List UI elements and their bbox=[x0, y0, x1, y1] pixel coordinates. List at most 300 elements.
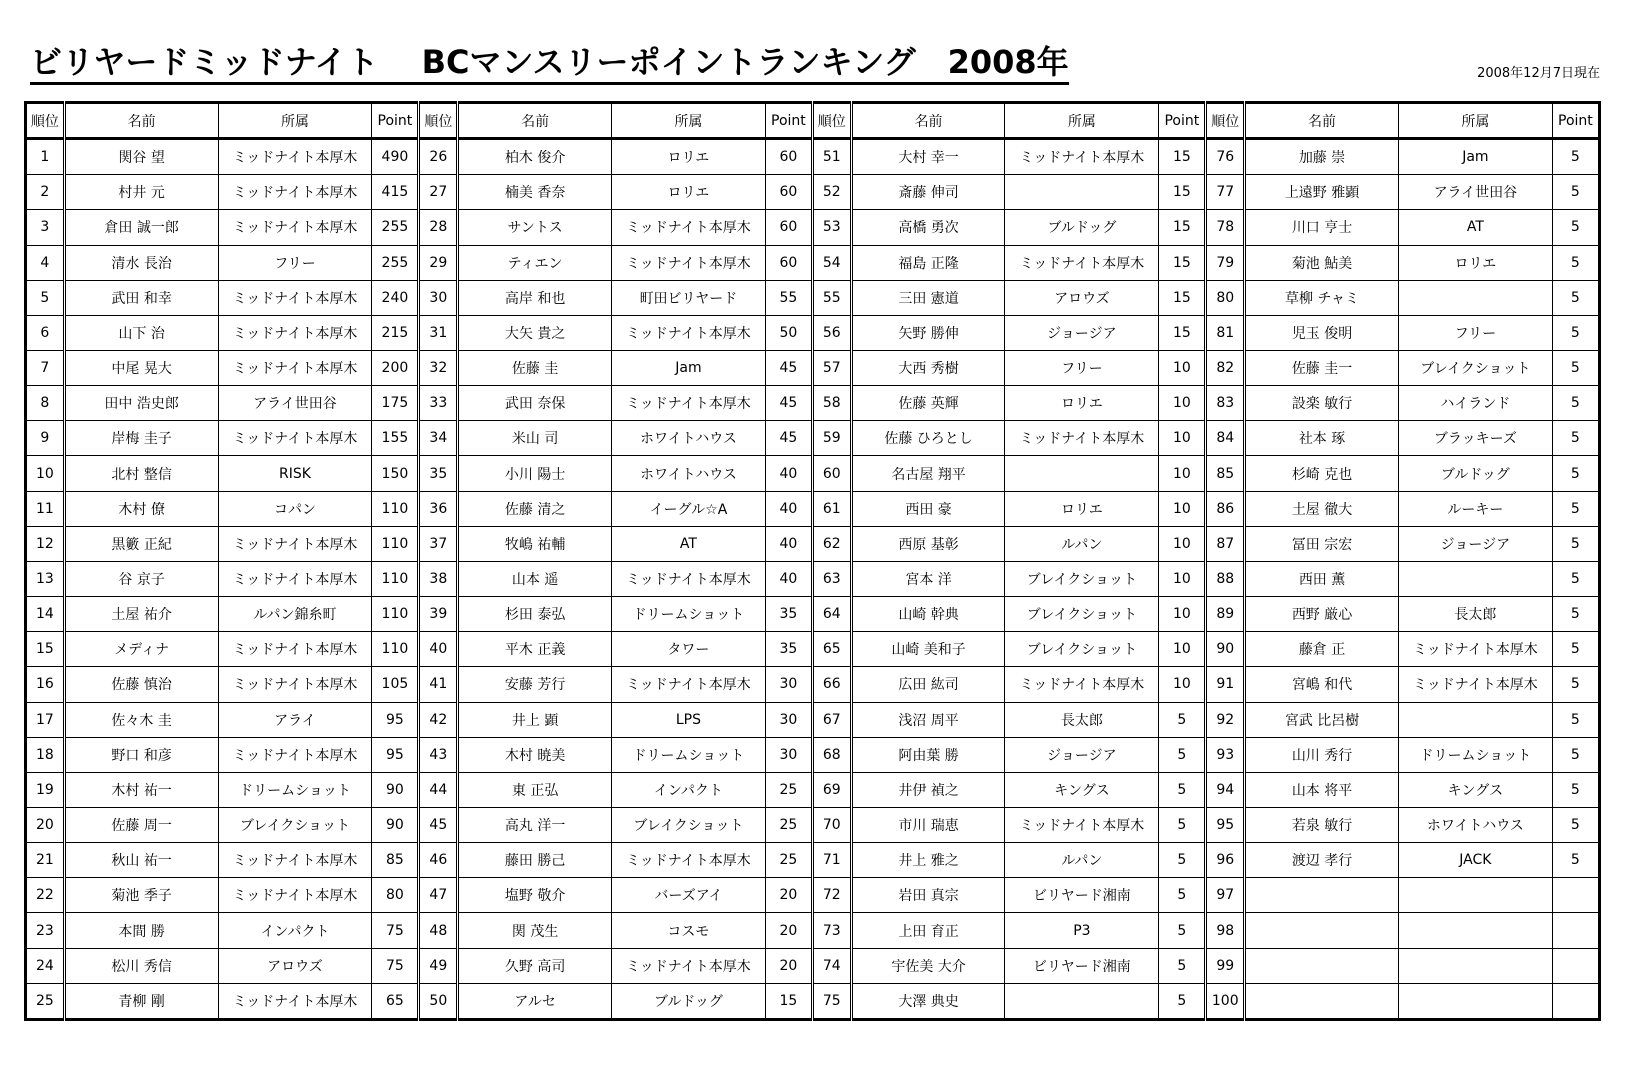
rank-cell: 34 bbox=[419, 421, 458, 456]
affiliation-cell: ミッドナイト本厚木 bbox=[612, 386, 766, 421]
name-cell: サントス bbox=[458, 210, 612, 245]
affiliation-cell: フリー bbox=[1398, 315, 1552, 350]
affiliation-cell: ルーキー bbox=[1398, 491, 1552, 526]
name-cell: 木村 祐一 bbox=[64, 772, 218, 807]
rank-cell: 90 bbox=[1206, 632, 1245, 667]
rank-cell: 49 bbox=[419, 948, 458, 983]
name-cell: 松川 秀信 bbox=[64, 948, 218, 983]
page-title: ビリヤードミッドナイト BCマンスリーポイントランキング 2008年 bbox=[30, 42, 1069, 85]
point-cell: 45 bbox=[765, 350, 812, 385]
rank-cell: 3 bbox=[26, 210, 65, 245]
point-cell: 5 bbox=[1552, 315, 1599, 350]
rank-cell: 60 bbox=[812, 456, 851, 491]
name-cell: 高岸 和也 bbox=[458, 280, 612, 315]
rank-cell: 81 bbox=[1206, 315, 1245, 350]
table-row bbox=[26, 386, 1600, 421]
name-cell: 山本 遥 bbox=[458, 561, 612, 596]
point-cell: 150 bbox=[372, 456, 419, 491]
name-cell: 井上 顕 bbox=[458, 702, 612, 737]
name-cell: 宮武 比呂樹 bbox=[1245, 702, 1399, 737]
affiliation-cell: コスモ bbox=[612, 913, 766, 948]
rank-cell: 40 bbox=[419, 632, 458, 667]
name-cell: 三田 憲道 bbox=[851, 280, 1005, 315]
point-cell: 5 bbox=[1552, 280, 1599, 315]
affiliation-cell: キングス bbox=[1005, 772, 1159, 807]
name-cell: 秋山 祐一 bbox=[64, 843, 218, 878]
rank-cell: 77 bbox=[1206, 175, 1245, 210]
name-cell: 矢野 勝伸 bbox=[851, 315, 1005, 350]
affiliation-cell: ミッドナイト本厚木 bbox=[218, 175, 372, 210]
name-cell: 井伊 禎之 bbox=[851, 772, 1005, 807]
name-cell: 佐藤 清之 bbox=[458, 491, 612, 526]
rank-cell: 54 bbox=[812, 245, 851, 280]
rank-cell: 85 bbox=[1206, 456, 1245, 491]
rank-cell: 26 bbox=[419, 139, 458, 175]
affiliation-cell: ミッドナイト本厚木 bbox=[1005, 808, 1159, 843]
affiliation-cell: ミッドナイト本厚木 bbox=[612, 245, 766, 280]
name-cell: 佐藤 英輝 bbox=[851, 386, 1005, 421]
rank-cell: 21 bbox=[26, 843, 65, 878]
name-cell: 市川 瑞恵 bbox=[851, 808, 1005, 843]
table-row bbox=[26, 597, 1600, 632]
point-cell: 60 bbox=[765, 139, 812, 175]
name-cell: 杉田 泰弘 bbox=[458, 597, 612, 632]
point-cell: 15 bbox=[1159, 245, 1206, 280]
point-cell: 215 bbox=[372, 315, 419, 350]
point-cell: 20 bbox=[765, 878, 812, 913]
rank-cell: 17 bbox=[26, 702, 65, 737]
affiliation-header: 所属 bbox=[1005, 103, 1159, 139]
affiliation-cell: アロウズ bbox=[218, 948, 372, 983]
point-cell: 30 bbox=[765, 702, 812, 737]
affiliation-cell: LPS bbox=[612, 702, 766, 737]
name-cell: 山本 将平 bbox=[1245, 772, 1399, 807]
point-cell: 200 bbox=[372, 350, 419, 385]
rank-cell: 12 bbox=[26, 526, 65, 561]
point-cell: 60 bbox=[765, 210, 812, 245]
point-cell: 5 bbox=[1552, 491, 1599, 526]
rank-cell: 15 bbox=[26, 632, 65, 667]
point-header: Point bbox=[372, 103, 419, 139]
name-cell: 関 茂生 bbox=[458, 913, 612, 948]
affiliation-cell: ミッドナイト本厚木 bbox=[218, 561, 372, 596]
point-cell: 45 bbox=[765, 421, 812, 456]
point-cell: 90 bbox=[372, 772, 419, 807]
point-cell: 20 bbox=[765, 948, 812, 983]
point-cell: 25 bbox=[765, 843, 812, 878]
rank-cell: 89 bbox=[1206, 597, 1245, 632]
point-cell: 5 bbox=[1552, 808, 1599, 843]
affiliation-cell: ロリエ bbox=[1005, 386, 1159, 421]
rank-cell: 75 bbox=[812, 983, 851, 1019]
name-cell: 東 正弘 bbox=[458, 772, 612, 807]
rank-cell: 33 bbox=[419, 386, 458, 421]
rank-cell: 64 bbox=[812, 597, 851, 632]
name-cell: 本間 勝 bbox=[64, 913, 218, 948]
rank-cell: 19 bbox=[26, 772, 65, 807]
affiliation-cell bbox=[1005, 456, 1159, 491]
table-row bbox=[26, 878, 1600, 913]
table-row bbox=[26, 561, 1600, 596]
point-cell: 5 bbox=[1552, 843, 1599, 878]
rank-cell: 53 bbox=[812, 210, 851, 245]
name-cell: 西原 基彰 bbox=[851, 526, 1005, 561]
point-cell: 5 bbox=[1552, 386, 1599, 421]
name-cell: 若泉 敏行 bbox=[1245, 808, 1399, 843]
name-cell: 野口 和彦 bbox=[64, 737, 218, 772]
point-cell: 15 bbox=[1159, 315, 1206, 350]
point-cell: 15 bbox=[1159, 280, 1206, 315]
rank-cell: 24 bbox=[26, 948, 65, 983]
name-cell: 草柳 チャミ bbox=[1245, 280, 1399, 315]
affiliation-cell: ドリームショット bbox=[612, 737, 766, 772]
point-cell: 5 bbox=[1552, 350, 1599, 385]
affiliation-cell: イーグル☆A bbox=[612, 491, 766, 526]
point-cell: 15 bbox=[765, 983, 812, 1019]
affiliation-cell: タワー bbox=[612, 632, 766, 667]
name-cell: 佐藤 圭一 bbox=[1245, 350, 1399, 385]
point-cell: 55 bbox=[765, 280, 812, 315]
point-cell: 490 bbox=[372, 139, 419, 175]
rank-cell: 13 bbox=[26, 561, 65, 596]
name-cell: 岸梅 圭子 bbox=[64, 421, 218, 456]
rank-cell: 41 bbox=[419, 667, 458, 702]
point-cell: 110 bbox=[372, 491, 419, 526]
point-cell: 10 bbox=[1159, 421, 1206, 456]
as-of-date: 2008年12月7日現在 bbox=[1477, 66, 1600, 81]
name-cell: ティエン bbox=[458, 245, 612, 280]
rank-cell: 99 bbox=[1206, 948, 1245, 983]
affiliation-cell: P3 bbox=[1005, 913, 1159, 948]
point-cell: 5 bbox=[1552, 175, 1599, 210]
rank-cell: 51 bbox=[812, 139, 851, 175]
rank-cell: 2 bbox=[26, 175, 65, 210]
point-cell: 10 bbox=[1159, 491, 1206, 526]
point-cell: 110 bbox=[372, 526, 419, 561]
rank-header: 順位 bbox=[419, 103, 458, 139]
rank-cell: 16 bbox=[26, 667, 65, 702]
rank-cell: 10 bbox=[26, 456, 65, 491]
point-cell: 15 bbox=[1159, 139, 1206, 175]
affiliation-cell: ビリヤード湘南 bbox=[1005, 948, 1159, 983]
table-row bbox=[26, 983, 1600, 1019]
rank-cell: 59 bbox=[812, 421, 851, 456]
header-row bbox=[26, 103, 1600, 139]
point-cell: 5 bbox=[1159, 808, 1206, 843]
name-cell: 西野 厳心 bbox=[1245, 597, 1399, 632]
name-cell: 牧嶋 祐輔 bbox=[458, 526, 612, 561]
affiliation-cell: Jam bbox=[612, 350, 766, 385]
point-cell: 10 bbox=[1159, 632, 1206, 667]
point-cell: 45 bbox=[765, 386, 812, 421]
name-cell: 土屋 祐介 bbox=[64, 597, 218, 632]
name-cell: 冨田 宗宏 bbox=[1245, 526, 1399, 561]
name-cell: 山崎 幹典 bbox=[851, 597, 1005, 632]
name-cell: 設楽 敏行 bbox=[1245, 386, 1399, 421]
name-cell: 広田 紘司 bbox=[851, 667, 1005, 702]
rank-header: 順位 bbox=[1206, 103, 1245, 139]
rank-cell: 20 bbox=[26, 808, 65, 843]
affiliation-cell: ブルドッグ bbox=[1005, 210, 1159, 245]
name-cell: 井上 雅之 bbox=[851, 843, 1005, 878]
name-cell: 岩田 真宗 bbox=[851, 878, 1005, 913]
rank-cell: 18 bbox=[26, 737, 65, 772]
name-cell: 宇佐美 大介 bbox=[851, 948, 1005, 983]
name-cell: 大矢 貴之 bbox=[458, 315, 612, 350]
rank-cell: 93 bbox=[1206, 737, 1245, 772]
affiliation-cell: ロリエ bbox=[1005, 491, 1159, 526]
table-row bbox=[26, 491, 1600, 526]
affiliation-cell: アライ bbox=[218, 702, 372, 737]
point-cell: 5 bbox=[1159, 702, 1206, 737]
point-cell: 80 bbox=[372, 878, 419, 913]
name-cell: 杉崎 克也 bbox=[1245, 456, 1399, 491]
affiliation-cell: アロウズ bbox=[1005, 280, 1159, 315]
table-row bbox=[26, 737, 1600, 772]
name-cell: 関谷 望 bbox=[64, 139, 218, 175]
rank-cell: 23 bbox=[26, 913, 65, 948]
point-header: Point bbox=[1552, 103, 1599, 139]
affiliation-cell: RISK bbox=[218, 456, 372, 491]
affiliation-cell: ロリエ bbox=[1398, 245, 1552, 280]
point-cell: 255 bbox=[372, 245, 419, 280]
point-cell: 25 bbox=[765, 772, 812, 807]
name-header: 名前 bbox=[458, 103, 612, 139]
point-cell: 5 bbox=[1159, 948, 1206, 983]
point-cell bbox=[1552, 913, 1599, 948]
point-cell: 75 bbox=[372, 948, 419, 983]
name-cell bbox=[1245, 913, 1399, 948]
point-cell bbox=[1552, 983, 1599, 1019]
affiliation-cell: バーズアイ bbox=[612, 878, 766, 913]
point-cell: 5 bbox=[1159, 983, 1206, 1019]
rank-cell: 7 bbox=[26, 350, 65, 385]
affiliation-cell bbox=[1398, 913, 1552, 948]
table-row bbox=[26, 913, 1600, 948]
point-cell: 5 bbox=[1552, 561, 1599, 596]
affiliation-cell: ビリヤード湘南 bbox=[1005, 878, 1159, 913]
affiliation-cell bbox=[1398, 280, 1552, 315]
affiliation-cell: ミッドナイト本厚木 bbox=[1398, 632, 1552, 667]
affiliation-cell: JACK bbox=[1398, 843, 1552, 878]
affiliation-header: 所属 bbox=[612, 103, 766, 139]
affiliation-cell: ミッドナイト本厚木 bbox=[1005, 245, 1159, 280]
affiliation-cell: フリー bbox=[1005, 350, 1159, 385]
name-cell: 佐藤 ひろとし bbox=[851, 421, 1005, 456]
rank-cell: 74 bbox=[812, 948, 851, 983]
point-cell: 40 bbox=[765, 456, 812, 491]
point-cell: 30 bbox=[765, 737, 812, 772]
name-cell: 斎藤 伸司 bbox=[851, 175, 1005, 210]
rank-cell: 36 bbox=[419, 491, 458, 526]
name-cell: 西田 豪 bbox=[851, 491, 1005, 526]
affiliation-cell: ミッドナイト本厚木 bbox=[218, 737, 372, 772]
affiliation-cell: アライ世田谷 bbox=[218, 386, 372, 421]
rank-cell: 50 bbox=[419, 983, 458, 1019]
affiliation-cell: ブラッキーズ bbox=[1398, 421, 1552, 456]
point-cell: 40 bbox=[765, 526, 812, 561]
name-cell: 山崎 美和子 bbox=[851, 632, 1005, 667]
affiliation-cell: ミッドナイト本厚木 bbox=[218, 421, 372, 456]
name-cell: 加藤 崇 bbox=[1245, 139, 1399, 175]
point-cell: 155 bbox=[372, 421, 419, 456]
name-cell: 高丸 洋一 bbox=[458, 808, 612, 843]
rank-cell: 84 bbox=[1206, 421, 1245, 456]
affiliation-cell: ルパン錦糸町 bbox=[218, 597, 372, 632]
affiliation-cell: ブレイクショット bbox=[1005, 561, 1159, 596]
affiliation-cell: ルパン bbox=[1005, 526, 1159, 561]
name-cell: 宮本 洋 bbox=[851, 561, 1005, 596]
table-row bbox=[26, 456, 1600, 491]
affiliation-cell: ミッドナイト本厚木 bbox=[612, 210, 766, 245]
affiliation-cell: ミッドナイト本厚木 bbox=[218, 983, 372, 1019]
rank-cell: 61 bbox=[812, 491, 851, 526]
affiliation-cell: ハイランド bbox=[1398, 386, 1552, 421]
affiliation-cell: ミッドナイト本厚木 bbox=[612, 315, 766, 350]
name-cell: 佐藤 圭 bbox=[458, 350, 612, 385]
point-cell: 5 bbox=[1159, 913, 1206, 948]
affiliation-cell: ミッドナイト本厚木 bbox=[612, 948, 766, 983]
point-cell: 90 bbox=[372, 808, 419, 843]
point-cell: 415 bbox=[372, 175, 419, 210]
rank-cell: 29 bbox=[419, 245, 458, 280]
name-cell: 安藤 芳行 bbox=[458, 667, 612, 702]
point-cell: 10 bbox=[1159, 350, 1206, 385]
affiliation-cell bbox=[1398, 948, 1552, 983]
name-cell: 佐々木 圭 bbox=[64, 702, 218, 737]
rank-cell: 28 bbox=[419, 210, 458, 245]
point-cell: 10 bbox=[1159, 597, 1206, 632]
name-cell: 山川 秀行 bbox=[1245, 737, 1399, 772]
point-cell: 5 bbox=[1552, 456, 1599, 491]
name-cell: 久野 高司 bbox=[458, 948, 612, 983]
table-row bbox=[26, 280, 1600, 315]
name-cell: 清水 長治 bbox=[64, 245, 218, 280]
rank-cell: 42 bbox=[419, 702, 458, 737]
point-cell: 10 bbox=[1159, 386, 1206, 421]
point-cell: 10 bbox=[1159, 456, 1206, 491]
rank-cell: 58 bbox=[812, 386, 851, 421]
point-cell: 240 bbox=[372, 280, 419, 315]
affiliation-cell: ミッドナイト本厚木 bbox=[218, 667, 372, 702]
table-row bbox=[26, 421, 1600, 456]
name-cell: 山下 治 bbox=[64, 315, 218, 350]
affiliation-cell: ブルドッグ bbox=[612, 983, 766, 1019]
point-cell: 40 bbox=[765, 561, 812, 596]
rank-cell: 47 bbox=[419, 878, 458, 913]
point-cell: 10 bbox=[1159, 561, 1206, 596]
rank-cell: 86 bbox=[1206, 491, 1245, 526]
rank-header: 順位 bbox=[812, 103, 851, 139]
rank-cell: 25 bbox=[26, 983, 65, 1019]
name-cell: 村井 元 bbox=[64, 175, 218, 210]
point-cell: 5 bbox=[1552, 632, 1599, 667]
affiliation-header: 所属 bbox=[1398, 103, 1552, 139]
affiliation-cell: アライ世田谷 bbox=[1398, 175, 1552, 210]
rank-cell: 63 bbox=[812, 561, 851, 596]
affiliation-cell: ミッドナイト本厚木 bbox=[218, 632, 372, 667]
rank-cell: 32 bbox=[419, 350, 458, 385]
name-cell: 青柳 剛 bbox=[64, 983, 218, 1019]
name-cell: アルセ bbox=[458, 983, 612, 1019]
affiliation-cell: ミッドナイト本厚木 bbox=[218, 210, 372, 245]
ranking-table bbox=[24, 101, 1601, 1021]
table-row bbox=[26, 139, 1600, 175]
affiliation-cell: ホワイトハウス bbox=[612, 421, 766, 456]
name-header: 名前 bbox=[64, 103, 218, 139]
name-cell: 阿由葉 勝 bbox=[851, 737, 1005, 772]
affiliation-cell: ミッドナイト本厚木 bbox=[218, 315, 372, 350]
affiliation-cell: ブレイクショット bbox=[1005, 597, 1159, 632]
point-cell: 75 bbox=[372, 913, 419, 948]
affiliation-cell: ルパン bbox=[1005, 843, 1159, 878]
rank-cell: 6 bbox=[26, 315, 65, 350]
table-row bbox=[26, 245, 1600, 280]
name-cell: 上遠野 雅顕 bbox=[1245, 175, 1399, 210]
affiliation-cell: ロリエ bbox=[612, 175, 766, 210]
affiliation-cell: ミッドナイト本厚木 bbox=[1005, 421, 1159, 456]
affiliation-cell: ミッドナイト本厚木 bbox=[218, 878, 372, 913]
affiliation-cell: ミッドナイト本厚木 bbox=[612, 843, 766, 878]
affiliation-cell: ミッドナイト本厚木 bbox=[612, 667, 766, 702]
name-cell: 藤倉 正 bbox=[1245, 632, 1399, 667]
rank-cell: 73 bbox=[812, 913, 851, 948]
name-cell bbox=[1245, 878, 1399, 913]
table-row bbox=[26, 808, 1600, 843]
point-cell: 35 bbox=[765, 632, 812, 667]
point-cell: 95 bbox=[372, 737, 419, 772]
affiliation-cell: ブレイクショット bbox=[612, 808, 766, 843]
name-cell: 武田 奈保 bbox=[458, 386, 612, 421]
point-cell: 20 bbox=[765, 913, 812, 948]
affiliation-cell: ミッドナイト本厚木 bbox=[1005, 667, 1159, 702]
name-cell: 黒籔 正紀 bbox=[64, 526, 218, 561]
point-cell: 65 bbox=[372, 983, 419, 1019]
rank-cell: 57 bbox=[812, 350, 851, 385]
table-row bbox=[26, 526, 1600, 561]
affiliation-cell: インパクト bbox=[612, 772, 766, 807]
point-cell: 110 bbox=[372, 561, 419, 596]
affiliation-cell: 長太郎 bbox=[1005, 702, 1159, 737]
name-cell: 大西 秀樹 bbox=[851, 350, 1005, 385]
name-cell: 中尾 晃大 bbox=[64, 350, 218, 385]
name-cell: 佐藤 慎治 bbox=[64, 667, 218, 702]
name-cell: 木村 暁美 bbox=[458, 737, 612, 772]
rank-cell: 92 bbox=[1206, 702, 1245, 737]
name-cell: 土屋 徹大 bbox=[1245, 491, 1399, 526]
point-cell: 5 bbox=[1159, 737, 1206, 772]
point-cell: 110 bbox=[372, 632, 419, 667]
name-cell: 西田 薫 bbox=[1245, 561, 1399, 596]
name-cell: 柏木 俊介 bbox=[458, 139, 612, 175]
affiliation-cell: ミッドナイト本厚木 bbox=[218, 139, 372, 175]
name-cell: 平木 正義 bbox=[458, 632, 612, 667]
rank-cell: 71 bbox=[812, 843, 851, 878]
point-cell: 5 bbox=[1552, 702, 1599, 737]
point-cell: 5 bbox=[1552, 210, 1599, 245]
point-cell: 5 bbox=[1552, 597, 1599, 632]
affiliation-cell: 長太郎 bbox=[1398, 597, 1552, 632]
rank-cell: 62 bbox=[812, 526, 851, 561]
affiliation-cell: AT bbox=[612, 526, 766, 561]
affiliation-cell: ロリエ bbox=[612, 139, 766, 175]
name-cell: 児玉 俊明 bbox=[1245, 315, 1399, 350]
name-header: 名前 bbox=[1245, 103, 1399, 139]
name-cell: 上田 育正 bbox=[851, 913, 1005, 948]
rank-cell: 68 bbox=[812, 737, 851, 772]
affiliation-cell: ホワイトハウス bbox=[612, 456, 766, 491]
name-cell: 北村 整信 bbox=[64, 456, 218, 491]
